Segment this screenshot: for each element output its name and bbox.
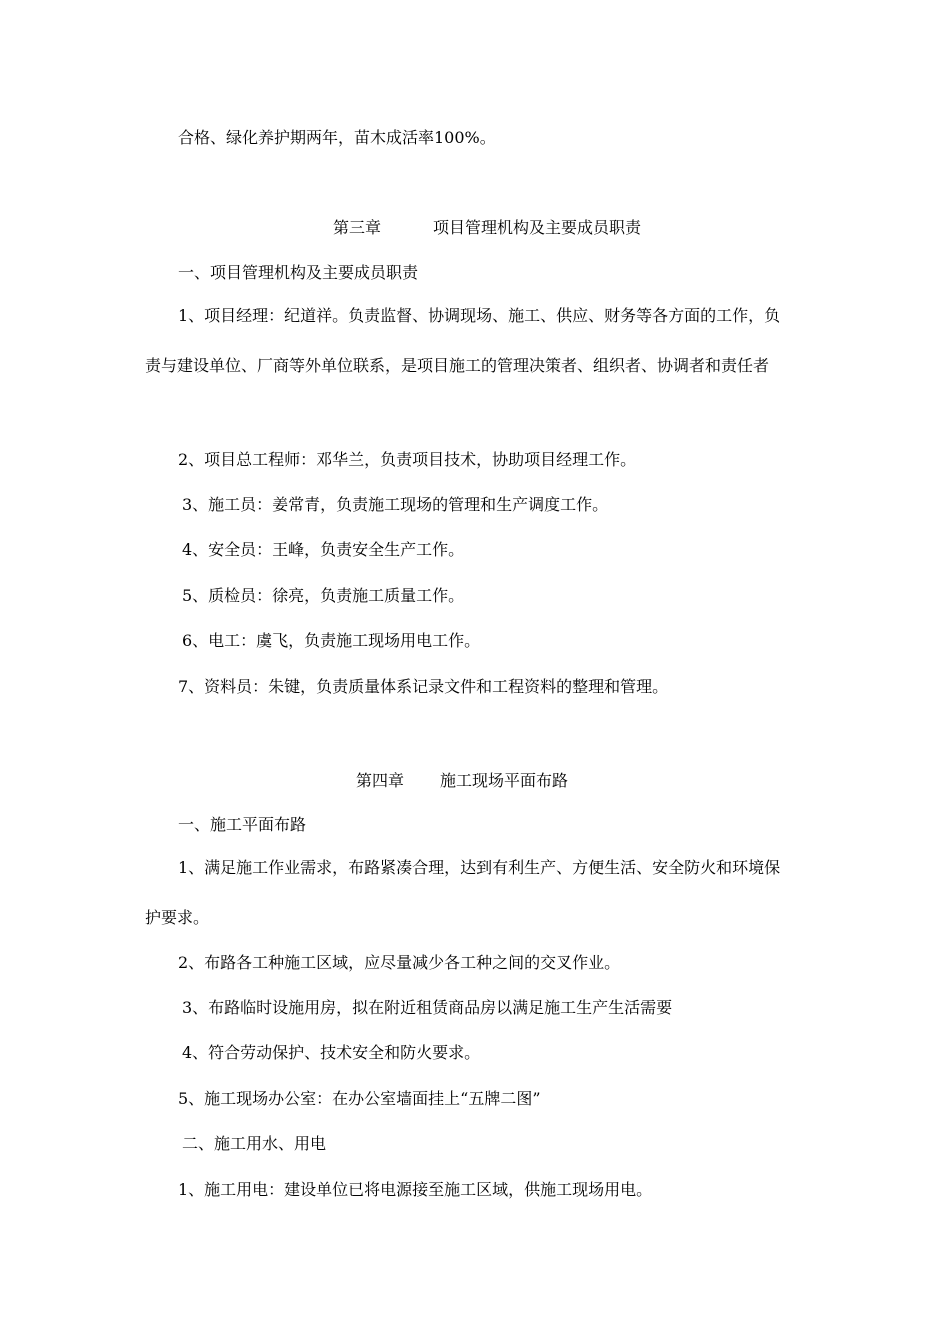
ch4-item-5: 5、施工现场办公室：在办公室墙面挂上“五牌二图” — [178, 1089, 541, 1108]
chapter-4-heading — [356, 771, 568, 791]
ch3-item-1-line-1: 1、项目经理：纪道祥。负责监督、协调现场、施工、供应、财务等各方面的工作，负 — [178, 306, 781, 325]
ch3-item-5: 5、质检员：徐亮，负责施工质量工作。 — [182, 586, 465, 605]
ch4-sec2-item-1: 1、施工用电：建设单位已将电源接至施工区域，供施工现场用电。 — [178, 1180, 653, 1199]
ch4-item-3: 3、布路临时设施用房，拟在附近租赁商品房以满足施工生产生活需要 — [182, 998, 673, 1017]
ch3-item-2: 2、项目总工程师：邓华兰，负责项目技术，协助项目经理工作。 — [178, 450, 637, 469]
ch4-section-1-title: 一、施工平面布路 — [178, 815, 307, 834]
paragraph-intro: 合格、绿化养护期两年，苗木成活率100%。 — [178, 128, 496, 147]
ch3-item-6: 6、电工：虞飞，负责施工现场用电工作。 — [182, 631, 481, 650]
chapter-3-number: 第三章 — [333, 218, 382, 237]
chapter-4-title: 施工现场平面布路 — [440, 771, 569, 790]
ch3-item-7: 7、资料员：朱键，负责质量体系记录文件和工程资料的整理和管理。 — [178, 677, 669, 696]
ch4-item-4: 4、符合劳动保护、技术安全和防火要求。 — [182, 1043, 481, 1062]
ch4-item-2: 2、布路各工种施工区域，应尽量减少各工种之间的交叉作业。 — [178, 953, 621, 972]
chapter-3-heading — [333, 218, 641, 238]
ch4-item-1-line-1: 1、满足施工作业需求，布路紧凑合理，达到有利生产、方便生活、安全防火和环境保 — [178, 858, 781, 877]
ch3-section-1-title: 一、项目管理机构及主要成员职责 — [178, 263, 419, 282]
ch4-section-2-title: 二、施工用水、用电 — [182, 1134, 327, 1153]
ch3-item-3: 3、施工员：姜常青，负责施工现场的管理和生产调度工作。 — [182, 495, 609, 514]
ch3-item-1-line-2: 责与建设单位、厂商等外单位联系，是项目施工的管理决策者、组织者、协调者和责任者 — [145, 356, 770, 375]
ch3-item-4: 4、安全员：王峰，负责安全生产工作。 — [182, 540, 465, 559]
ch4-item-1-line-2: 护要求。 — [145, 908, 210, 927]
chapter-3-title: 项目管理机构及主要成员职责 — [433, 218, 642, 237]
chapter-4-number: 第四章 — [356, 771, 405, 790]
